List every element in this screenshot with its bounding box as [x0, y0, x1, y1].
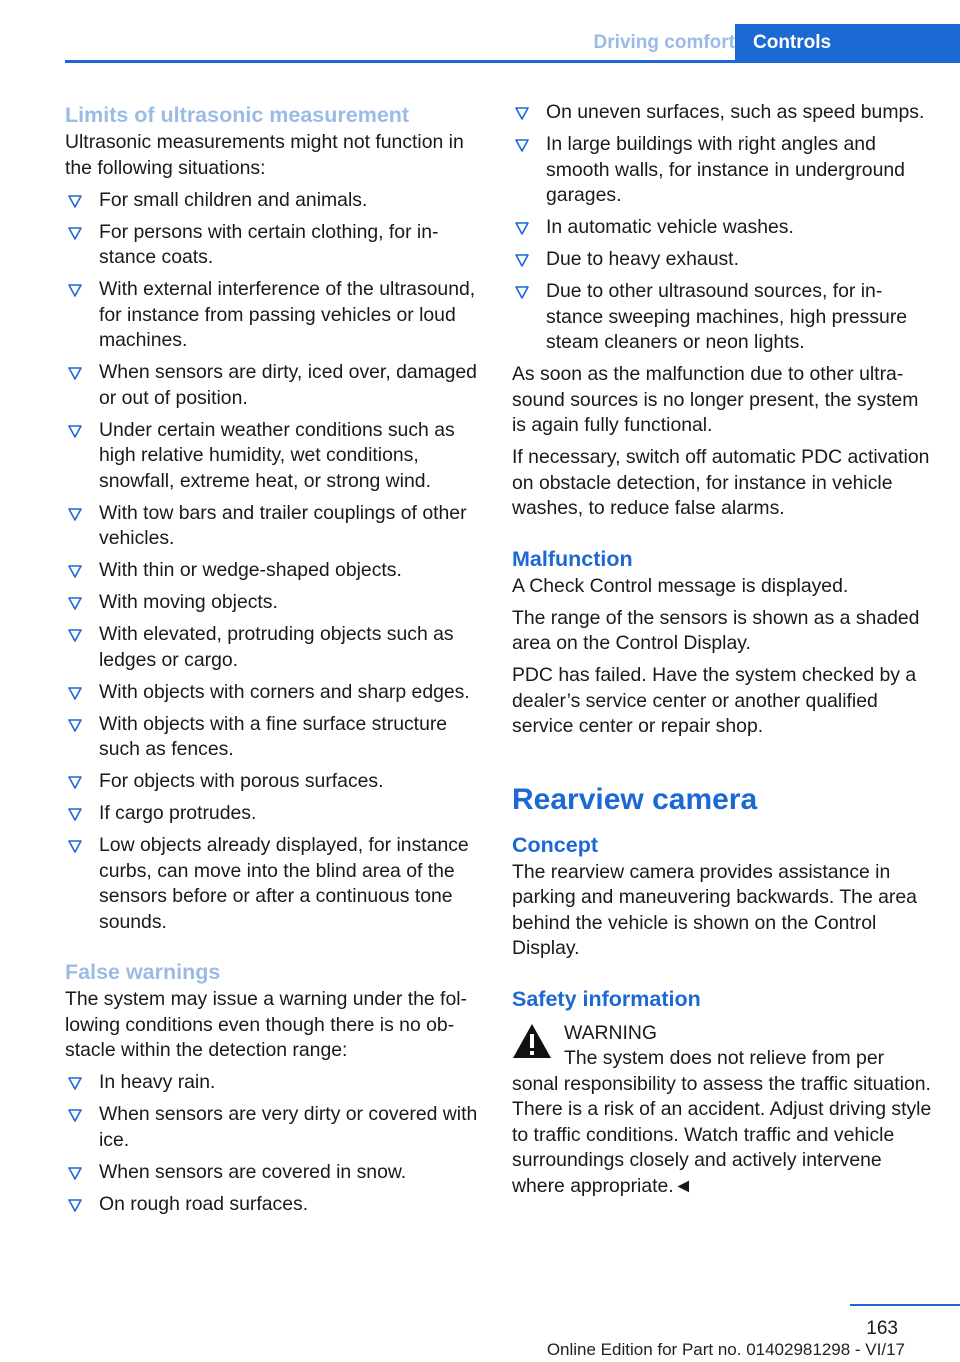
warning-text: sonal responsibility to assess the traffic situation. There is a risk of an accident. Adjust driving style to traffic conditions. Watch traffic and vehicle surroundings closely and actively intervene where appropriate.◄	[512, 1072, 932, 1197]
triangle-bullet-icon	[65, 801, 87, 827]
triangle-bullet-icon	[65, 418, 87, 444]
triangle-bullet-icon	[65, 622, 87, 648]
right-column	[512, 100, 932, 1199]
malfunction-text-1: A Check Control message is displayed.	[512, 574, 849, 597]
list-item-text: With moving objects.	[99, 591, 278, 613]
list-item	[65, 501, 483, 552]
footer-edition: Online Edition for Part no. 01402981298 - VI/17	[546, 1340, 905, 1359]
triangle-bullet-icon	[512, 215, 534, 241]
triangle-bullet-icon	[65, 1192, 87, 1218]
triangle-bullet-icon	[65, 590, 87, 616]
list-item	[65, 590, 483, 616]
pdc-switch-off-paragraph: If necessary, switch off automatic PDC activation on obstacle detection, for instance in vehicle washes, to reduce false alarms.	[512, 446, 930, 519]
list-item	[512, 215, 932, 241]
triangle-bullet-icon	[65, 769, 87, 795]
list-item	[65, 360, 483, 411]
false-warnings-list	[65, 1070, 483, 1217]
triangle-bullet-icon	[512, 279, 534, 305]
list-item-text: When sensors are covered in snow.	[99, 1160, 407, 1183]
list-item	[65, 1160, 483, 1186]
warning-box	[512, 1021, 932, 1200]
triangle-bullet-icon	[65, 1070, 87, 1096]
list-item-text: In heavy rain.	[99, 1071, 216, 1093]
list-item	[65, 1192, 483, 1218]
list-item	[65, 833, 483, 935]
list-item-text: In large buildings with right angles and smooth walls, for instance in underground garages.	[546, 133, 905, 206]
warning-label: WARNING	[564, 1021, 657, 1044]
warning-triangle-icon	[512, 1023, 552, 1059]
list-item-text: When sensors are very dirty or covered with ice.	[99, 1103, 478, 1151]
malfunction-text-3: PDC has failed. Have the system checked by a dealer’s service center or another qualified service center or repair shop.	[512, 664, 917, 737]
list-item	[65, 622, 483, 673]
list-item-text: When sensors are dirty, iced over, damaged or out of position.	[99, 361, 477, 409]
header-section-title: Driving comfort	[593, 32, 735, 53]
triangle-bullet-icon	[512, 132, 534, 158]
list-item-text: For objects with porous surfaces.	[99, 770, 384, 792]
list-item-text: Due to other ultrasound sources, for instance sweeping machines, high pressure steam cleaners or neon lights.	[546, 280, 908, 353]
triangle-bullet-icon	[65, 360, 87, 386]
list-item	[65, 418, 483, 495]
list-item	[65, 1070, 483, 1096]
list-item-text: With thin or wedge-shaped objects.	[99, 559, 402, 581]
warning-text-first-line: The system does not relieve from per	[564, 1047, 885, 1069]
triangle-bullet-icon	[512, 100, 534, 126]
list-item	[512, 247, 932, 273]
list-item-text: Under certain weather conditions such as high relative humidity, wet conditions, snowfall, extreme heat, or strong wind.	[99, 418, 455, 492]
false-warnings-intro: The system may issue a warning under the following conditions even though there is no obstacle within the detection range:	[65, 988, 468, 1061]
page-number-rule	[850, 1304, 960, 1306]
list-item-text: Due to heavy exhaust.	[546, 248, 739, 270]
list-item	[512, 279, 932, 356]
list-item	[65, 769, 483, 795]
list-item	[65, 1102, 483, 1153]
triangle-bullet-icon	[65, 220, 87, 246]
list-item	[65, 277, 483, 354]
left-column	[65, 100, 483, 1217]
limits-list	[65, 188, 483, 936]
list-item-text: In automatic vehicle washes.	[546, 216, 794, 238]
limits-intro: Ultrasonic measurements might not function in the following situations:	[65, 131, 464, 179]
list-item-text: If cargo protrudes.	[99, 802, 257, 824]
limits-heading: Limits of ultrasonic measurement	[65, 103, 410, 127]
triangle-bullet-icon	[65, 558, 87, 584]
list-item	[65, 558, 483, 584]
list-item-text: For small children and animals.	[99, 188, 368, 211]
concept-heading: Concept	[512, 832, 598, 857]
list-item-text: With objects with a fine surface structure such as fences.	[99, 712, 448, 760]
triangle-bullet-icon	[65, 712, 87, 738]
list-item	[65, 712, 483, 763]
list-item	[65, 220, 483, 271]
list-item	[65, 188, 483, 214]
list-item	[65, 801, 483, 827]
recovery-paragraph: As soon as the malfunction due to other ultrasound sources is no longer present, the system is again fully functional.	[512, 363, 919, 436]
list-item	[65, 680, 483, 706]
triangle-bullet-icon	[65, 188, 87, 214]
triangle-bullet-icon	[65, 1102, 87, 1128]
list-item-text: Low objects already displayed, for instance curbs, can move into the blind area of the sensors before or after a continuous tone sounds.	[99, 834, 469, 933]
page-number: 163	[866, 1318, 898, 1339]
triangle-bullet-icon	[65, 833, 87, 859]
list-item-text: With elevated, protruding objects such as ledges or cargo.	[99, 623, 454, 671]
list-item-text: With external interference of the ultrasound, for instance from passing vehicles or loud machines.	[99, 278, 476, 351]
concept-text: The rearview camera provides assistance in parking and maneuvering backwards. The area behind the vehicle is shown on the Control Display.	[512, 860, 917, 959]
list-item-text: On rough road surfaces.	[99, 1192, 309, 1215]
header-chapter-tab	[735, 24, 960, 63]
rearview-camera-heading: Rearview camera	[512, 782, 758, 816]
triangle-bullet-icon	[65, 1160, 87, 1186]
malfunction-heading: Malfunction	[512, 546, 633, 571]
safety-information-heading: Safety information	[512, 986, 701, 1011]
false-warnings-list-continued	[512, 100, 932, 356]
list-item	[512, 132, 932, 209]
triangle-bullet-icon	[65, 277, 87, 303]
list-item-text: On uneven surfaces, such as speed bumps.	[546, 101, 925, 123]
triangle-bullet-icon	[65, 501, 87, 527]
list-item	[512, 100, 932, 126]
triangle-bullet-icon	[512, 247, 534, 273]
false-warnings-heading: False warnings	[65, 960, 221, 984]
list-item-text: With tow bars and trailer couplings of other vehicles.	[99, 501, 467, 549]
list-item-text: For persons with certain clothing, for instance coats.	[99, 220, 439, 268]
malfunction-text-2: The range of the sensors is shown as a shaded area on the Control Display.	[512, 606, 920, 654]
header-rule	[65, 60, 960, 63]
header-chapter-label: Controls	[753, 32, 832, 53]
list-item-text: With objects with corners and sharp edges.	[99, 680, 470, 703]
triangle-bullet-icon	[65, 680, 87, 706]
